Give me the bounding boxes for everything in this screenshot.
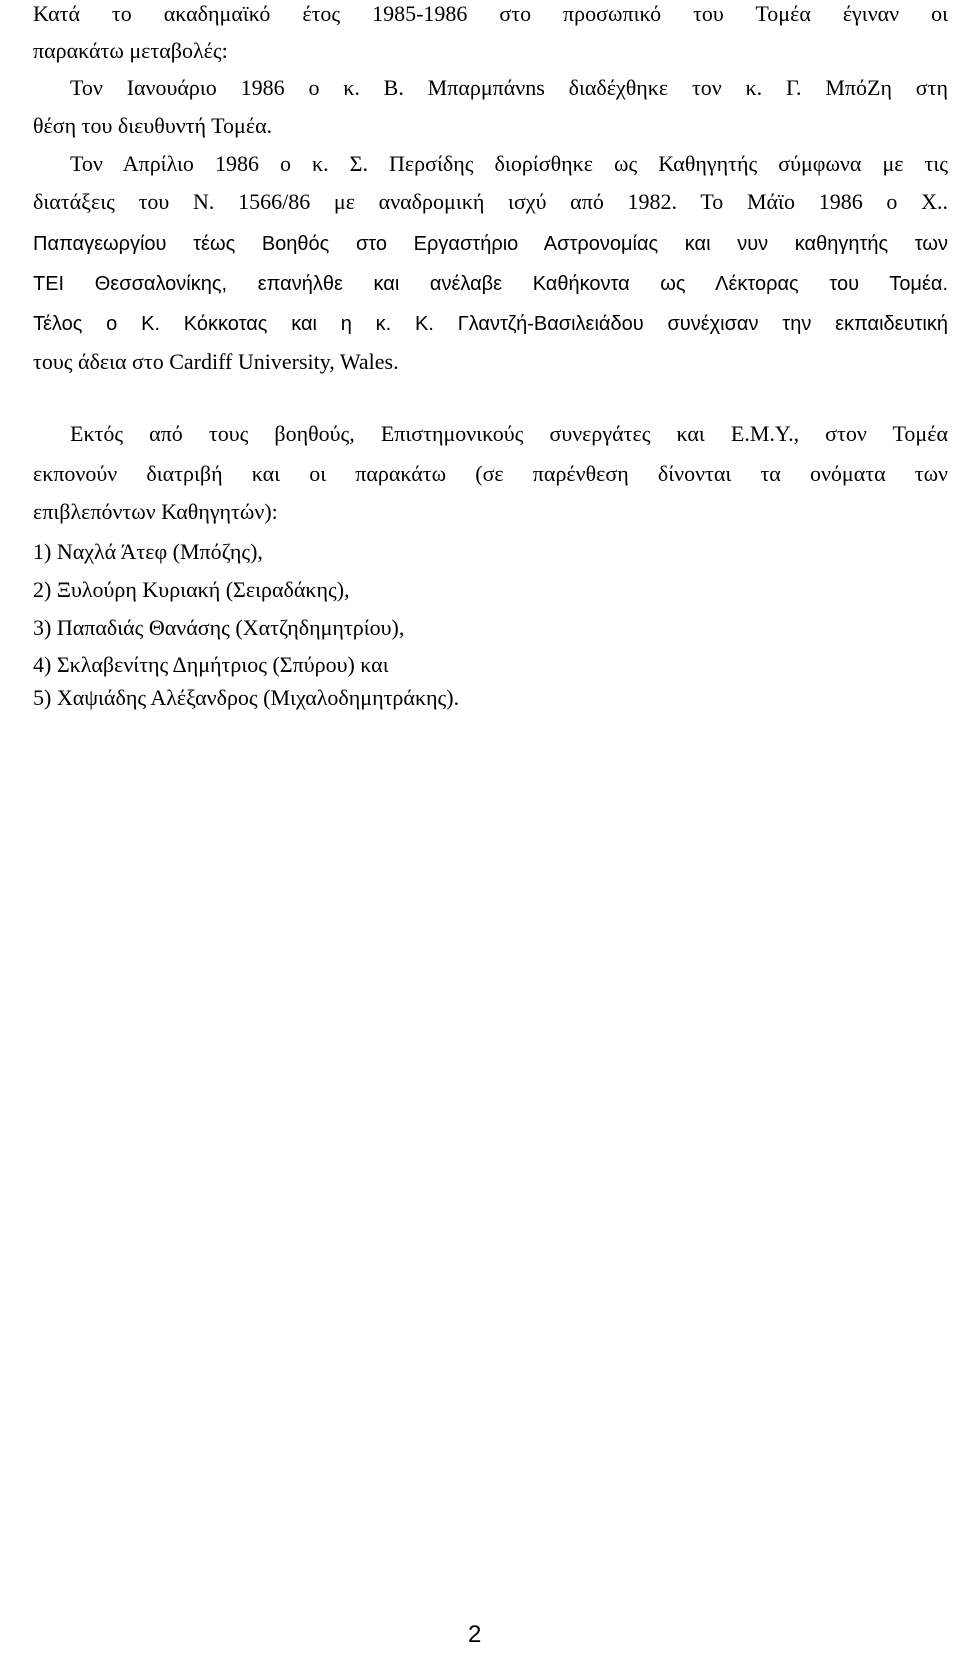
list-item: 2) Ξυλούρη Κυριακή (Σειραδάκης), [33,577,350,602]
paragraph-2-line-1: Τον Ιανουάριο 1986 ο κ. Β. Μπαρμπάνns διαδέχθηκε τον κ. Γ. ΜπόΖη στη [70,75,948,100]
paragraph-2-line-2: θέση του διευθυντή Τομέα. [33,113,273,138]
paragraph-1-line-1: Κατά το ακαδημαϊκό έτος 1985-1986 στο προσωπικό του Τομέα έγιναν οι [33,1,948,26]
paragraph-3-line-2: διατάξεις του Ν. 1566/86 με αναδρομική ισχύ από 1982. Το Μάϊο 1986 ο Χ.. [33,189,948,214]
list-item: 3) Παπαδιάς Θανάσης (Χατζηδημητρίου), [33,615,405,640]
paragraph-3-line-5: Τέλος ο Κ. Κόκκοτας και η κ. Κ. Γλαντζή-Βασιλειάδου συνέχισαν την εκπαιδευτική [33,313,948,335]
paragraph-3-line-4: ΤΕΙ Θεσσαλονίκης, επανήλθε και ανέλαβε Καθήκοντα ως Λέκτορας του Τομέα. [33,273,948,295]
list-item: 4) Σκλαβενίτης Δημήτριος (Σπύρου) και [33,652,389,677]
paragraph-3-line-3: Παπαγεωργίου τέως Βοηθός στο Εργαστήριο Αστρονομίας και νυν καθηγητής των [33,233,948,255]
paragraph-3-line-1: Τον Απρίλιο 1986 ο κ. Σ. Περσίδης διορίσθηκε ως Καθηγητής σύμφωνα με τις [70,151,948,176]
list-item: 5) Χαψιάδης Αλέξανδρος (Μιχαλοδημητράκης). [33,685,460,710]
list-item: 1) Ναχλά Άτεφ (Μπόζης), [33,539,263,564]
paragraph-4-line-3: επιβλεπόντων Καθηγητών): [33,499,278,524]
paragraph-1-line-2: παρακάτω μεταβολές: [33,38,228,63]
paragraph-3-line-6: τους άδεια στο Cardiff University, Wales. [33,349,399,374]
paragraph-4-line-1: Εκτός από τους βοηθούς, Επιστημονικούς συνεργάτες και Ε.Μ.Υ., στον Τομέα [70,421,948,446]
page-number: 2 [468,1621,482,1648]
paragraph-4-line-2: εκπονούν διατριβή και οι παρακάτω (σε παρένθεση δίνονται τα ονόματα των [33,461,948,486]
